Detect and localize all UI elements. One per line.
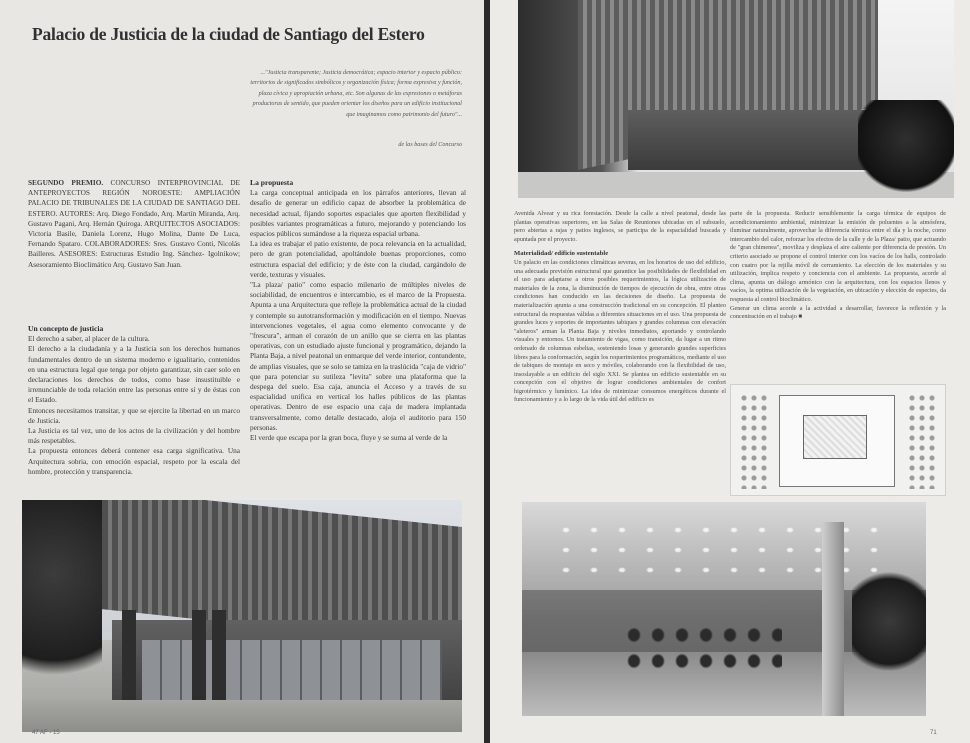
concept-paragraph: El derecho a saber, al placer de la cultura. (28, 334, 150, 344)
credits-text: CONCURSO INTERPROVINCIAL DE ANTEPROYECTOS REGIÓN NOROESTE: AMPLIACIÓN PALACIO DE TRIBUNALES DE LA CIUDAD DE SANTIAGO DEL ESTERO. AUTORES: Arq. Diego Fondado, Arq. Martín Miranda, Arq. Gustavo Pagani, Arq. Hernán Quiroga. ARQUITECTOS ASOCIADOS: Victoria Basile, Daniela Lorenz, Hugo Molina, Dante De Luca, Fernando Spataro. COLABORADORES: Sres. Gustavo Conti, Nicolás Bailleres. ASESORES: Estructuras Estudio Ing. Sánchez- Igolnikow; Asesoramiento Bioclimático Arq. Gustavo San Juan. (28, 178, 241, 269)
proposal-section (250, 178, 466, 443)
concept-paragraph: El derecho a la ciudadanía y a la Justicia son los derechos humanos fundamentales dentro de un sistema moderno e igualitario, contenidos en una estructura legal que tenga por objeto garantizar, sin caer solo en declaraciones los derechos de todos, como base insustituible e irrenunciable de toda relación entre las personas entre sí y de éstas con el Estado. (28, 344, 240, 405)
award-label: SEGUNDO PREMIO. (28, 178, 104, 187)
right-column-b (730, 210, 946, 322)
right-page (490, 0, 970, 743)
body-text: Un palacio en las condiciones climáticas severas, en los horarios de uso del edificio, una adecuada previsión estructural que garantice las posibilidades de flexibilidad en el uso para adaptarse a otros posibles requerimientos, la lógica utilización de materiales de la zona, la disminución de tiempos de ejecución de obra, entre otras condiciones han conducido en las decisiones de diseño. La propuesta de materialización apunta a una construcción tradicional en su concepción. El planteo estructural da respuestas válidas a diferentes situaciones en el uso. Una propuesta de grandes luces y soportes de importantes tabiques y grandes columnas con elevación "aleteros" arman la Planta Baja y niveles inmediatos, aportando y controlando visuales y entornos. Un tratamiento de vigas, como transición, da lugar a un ritmo ordenado de columnas esbeltas, sosteniendo losas y generando grandes superficies libres para la conformación, según los requerimientos programáticos, mediante el uso de tabiques de montaje en seco y móviles, colaborando con la flexibilidad de uso, insoslayable a un edificio del siglo XXI. Se plantea un edificio sustentable en su concepción con el objetivo de lograr condiciones ambientales de confort higrotérmico y lumínico. La idea de minimizar consumos energéticos durante el funcionamiento y a lo largo de la vida útil del edificio es (514, 258, 726, 404)
concept-paragraph: La Justicia es tal vez, uno de los actos de la civilización y del hombre más respetables. (28, 426, 240, 446)
building-exterior-render (22, 500, 462, 732)
project-credits (28, 178, 240, 270)
left-page (0, 0, 484, 743)
epigraph-quote: ..."Justicia transparente; Justicia democrática; espacio interior y espacio público: territorios de significados simbólicos y organización física; forma expresiva y función, plaza cívica y apropiación urbana, etc. Son algunas de las expresiones o metáforas productoras de sentido, que pueden orientar los diseños para un edificio institucional que imaginamos como patrimonio del futuro"... (250, 70, 462, 118)
proposal-paragraph: "La plaza/ patio" como espacio milenario de múltiples niveles de sociabilidad, de encuentros e intercambio, es el marco de la Propuesta. Apunta a una Arquitectura que refleje la problemática actual de la ciudad y contemple su autotransformación y modificación en el tiempo. Nuevas intervenciones vegetales, el agua como elemento convocante y de "frescura", arman el corazón de un anillo que se cierra en las plantas operativas, con un estudiado ajuste funcional y programático, dejando la Planta Baja, a nivel peatonal un enmarque del verde interior, contundente, de amplias visuales, que se solo se tamiza en la traslúcida "caja de vidrio" que para potenciar su sutileza "levita" sobre una plataforma que la despega del suelo. Esa caja, anuncia el Acceso y a través de su espacialidad unifica en vertical los halles públicos de las plantas operativas. Dentro de ese espacio una caja de madera implantada transversalmente, como detalle destacado, aloja el auditorio para 150 personas. (250, 280, 466, 432)
body-text: parte de la propuesta. Reducir sensiblemente la carga térmica de equipos de acondicionamiento ambiental, minimizar la emisión de poluentes a la atmósfera, iluminar naturalmente, aprovechar la diferencia térmica entre el día y la noche, como intercambio del calor, reforzar los efectos de la calle y de la Plaza/ patio, que actuando de "gran chimenea", moviliza y desplaza el aire caliente por diferencia de presión. Un criterio asociado se propone el control interior con los vacíos de los halls, controlado con cuatro por la rejilla móvil de cerramiento. La elección de los materiales y su utilización, implica respeto y conciencia con el ambiente. La propuesta, acorde al clima, apunta un diálogo armónico con la arquitectura, con los espacios llenos y vacíos, la optima utilización de la vegetación, en ubicación y elección de especies, da respuesta al control bioclimático. (730, 210, 946, 303)
concept-section (28, 324, 240, 477)
right-column-a (514, 210, 726, 405)
proposal-paragraph: El verde que escapa por la gran boca, fluye y se suma al verde de la (250, 433, 448, 443)
materiality-heading: Materialidad/ edificio sustentable (514, 250, 609, 258)
body-text: Generar un clima acorde a la actividad a desarrollar, favorece la reflexión y la concentración en el trabajo ■ (730, 304, 946, 321)
proposal-heading: La propuesta (250, 178, 294, 187)
site-plan-drawing (730, 384, 946, 496)
body-text: Avenida Alvear y su rica forestación. Desde la calle a nivel peatonal, desde las plantas operativas superiores, en las Salas de Reuniones ubicadas en el subsuelo, pero abiertas a rajas y patios inglesos, se participa de la espacialidad buscada y apuntada por el proyecto. (514, 210, 726, 243)
interior-hall-render (522, 502, 926, 716)
article-title: Palacio de Justicia de la ciudad de Santiago del Estero (32, 24, 425, 44)
proposal-paragraph: La carga conceptual anticipada en los párrafos anteriores, llevan al desafío de generar un edificio capaz de absorber la problemática de necesidad actual, fijando soportes espaciales que aporten flexibilidad y posibles variantes programáticas a futuro, mejorando y potenciando los espacios públicos sumándose a la riqueza espacial urbana. (250, 188, 466, 239)
page-number-right: 71 (930, 730, 937, 736)
epigraph-source: de las bases del Concurso (398, 142, 462, 148)
concept-heading: Un concepto de justicia (28, 324, 104, 333)
concept-paragraph: La propuesta entonces deberá contener esa carga significativa. Una Arquitectura sobria, con emoción espacial, respeto por la escala del hombre, protección y transparencia. (28, 446, 240, 476)
building-facade-render (518, 0, 954, 198)
proposal-paragraph: La idea es trabajar el patio existente, de poca relevancia en la actualidad, pero de gran potencialidad, apoltándole buenas proporciones, como estructura espacial del edificio; y de éste con la ciudad, cargándolo de verde, texturas y visuales. (250, 239, 466, 279)
page-folio-left: 47 AF - 15 (32, 730, 60, 736)
concept-paragraph: Entonces necesitamos transitar, y que se ejercite la libertad en un marco de Justicia. (28, 405, 240, 425)
